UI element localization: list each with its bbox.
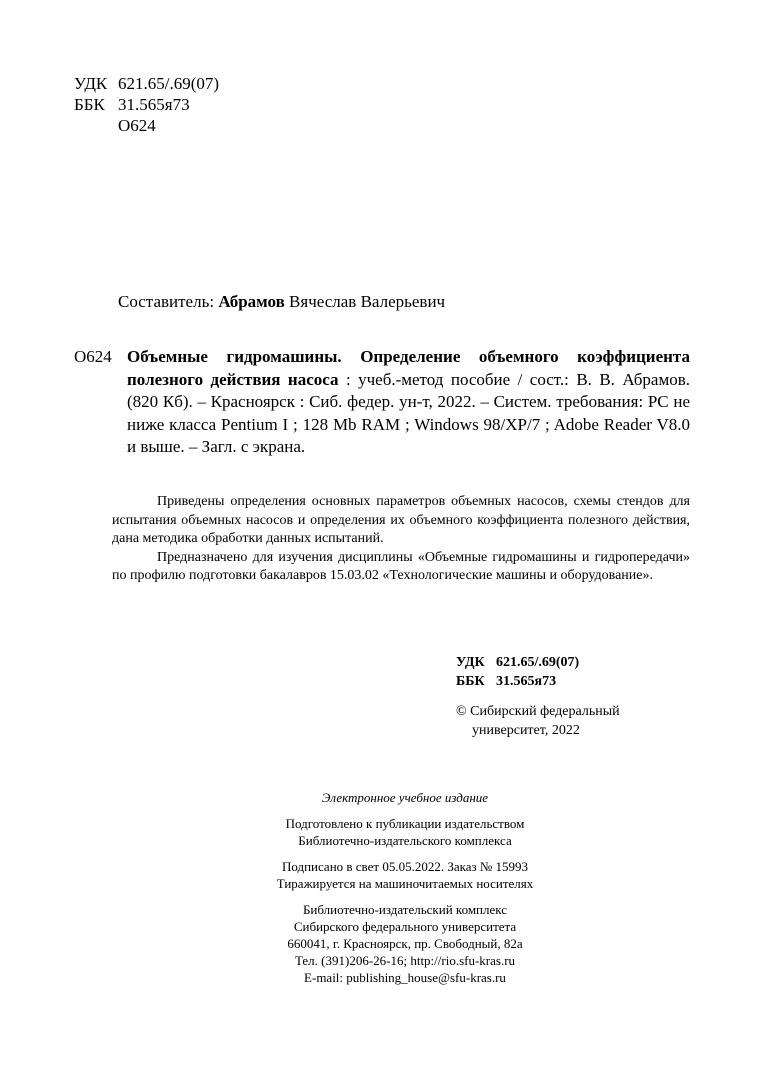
prepared-line-1: Подготовлено к публикации издательством xyxy=(285,816,525,831)
bbk-row xyxy=(74,94,219,115)
signed-line: Подписано в свет 05.05.2022. Заказ № 15993 xyxy=(281,859,529,874)
publisher-phone-site: Тел. (391)206-26-16; http://rio.sfu-kras.ru xyxy=(294,953,516,968)
bbk-label-bottom: ББК xyxy=(456,674,485,689)
copyright-line-1: © Сибирский федеральный xyxy=(456,704,620,719)
annotation-paragraph-2: Предназначено для изучения дисциплины «Объемные гидромашины и гидропередачи» по профилю подготовки бакалавров 15.03.02 «Технологические машины и оборудование». xyxy=(112,549,690,583)
udk-row xyxy=(74,73,219,94)
bib-title: Объемные гидромашины. Определение объемного коэффициента полезного действия насоса xyxy=(127,347,690,389)
bbk-row-bottom xyxy=(456,672,579,691)
bib-details: : учеб.-метод пособие / сост.: В. В. Абрамов. (820 Кб). – Красноярск : Сиб. федер. ун-т, 2022. – Систем. требования: PC не ниже класса Pentium I ; 128 Mb RAM ; Windows 98/XP/7 ; Adobe Reader V8.0 и выше. – Загл. с экрана. xyxy=(127,369,690,456)
publisher-line-2: Сибирского федерального университета xyxy=(293,919,517,934)
compiler-label: Составитель: xyxy=(118,292,215,311)
replicated-line: Тиражируется на машиночитаемых носителях xyxy=(276,876,534,891)
publisher-email: E-mail: publishing_house@sfu-kras.ru xyxy=(304,970,506,985)
bib-description xyxy=(127,346,690,459)
bibliographic-record xyxy=(74,346,690,459)
udk-row-bottom xyxy=(456,653,579,672)
bib-author-mark: О624 xyxy=(74,347,112,366)
edition-type: Электронное учебное издание xyxy=(321,790,489,805)
publisher-line-1: Библиотечно-издательский комплекс xyxy=(302,902,508,917)
bbk-value: 31.565я73 xyxy=(118,95,190,114)
udk-label: УДК xyxy=(74,74,108,93)
annotation-paragraph-1: Приведены определения основных параметров объемных насосов, схемы стендов для испытания объемных насосов и определения их объемного коэффициента полезного действия, дана методика обработки данных испытаний. xyxy=(112,494,690,546)
compiler-line xyxy=(118,292,445,312)
classification-codes-top xyxy=(74,73,219,136)
classification-codes-bottom xyxy=(456,653,579,691)
udk-value: 621.65/.69(07) xyxy=(118,74,220,93)
compiler-surname: Абрамов xyxy=(218,292,285,311)
publisher-block xyxy=(200,901,610,986)
udk-label-bottom: УДК xyxy=(456,655,485,670)
publisher-address: 660041, г. Красноярск, пр. Свободный, 82а xyxy=(287,936,523,951)
bbk-value-bottom: 31.565я73 xyxy=(496,674,557,689)
annotation xyxy=(112,493,690,586)
signed-block xyxy=(200,858,610,892)
prepared-block xyxy=(200,815,610,849)
imprint xyxy=(200,789,610,986)
copyright xyxy=(456,702,620,740)
bbk-label: ББК xyxy=(74,95,105,114)
compiler-name: Вячеслав Валерьевич xyxy=(289,292,446,311)
udk-value-bottom: 621.65/.69(07) xyxy=(496,655,580,670)
copyright-line-2: университет, 2022 xyxy=(472,723,580,738)
author-mark: О624 xyxy=(118,116,156,135)
prepared-line-2: Библиотечно-издательского комплекса xyxy=(298,833,512,848)
